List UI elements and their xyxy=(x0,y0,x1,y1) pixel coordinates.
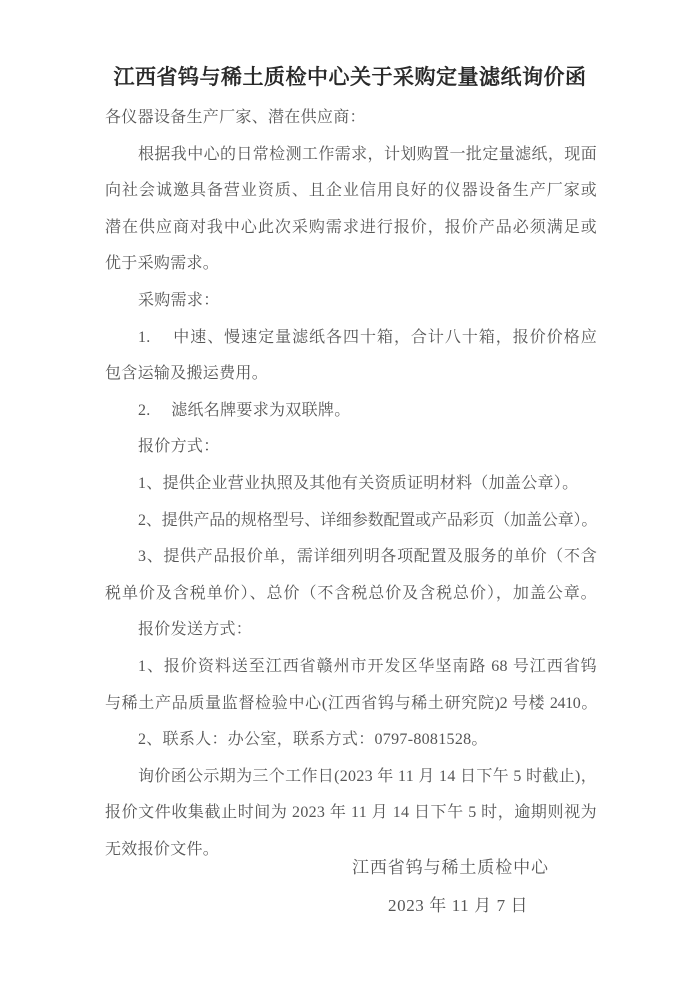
document-body xyxy=(105,100,597,868)
doc-line: 优于采购需求。 xyxy=(105,255,220,273)
document-title: 江西省钨与稀土质检中心关于采购定量滤纸询价函 xyxy=(113,65,587,89)
doc-line: 向社会诚邀具备营业资质、且企业信用良好的仪器设备生产厂家或 xyxy=(105,182,597,200)
doc-line-salutation: 各仪器设备生产厂家、潜在供应商： xyxy=(105,109,366,126)
doc-line: 税单价及含税单价）、总价（不含税总价及含税总价），加盖公章。 xyxy=(105,584,597,602)
doc-line-quote-item-3: 3、提供产品报价单，需详细列明各项配置及服务的单价（不含 xyxy=(138,548,597,566)
doc-line: 包含运输及搬运费用。 xyxy=(105,365,269,383)
doc-line-deadline: 询价函公示期为三个工作日(2023 年 11 月 14 日下午 5 时截止)， xyxy=(138,767,597,785)
doc-line-section-purchase-requirements: 采购需求： xyxy=(138,291,220,309)
doc-line: 根据我中心的日常检测工作需求，计划购置一批定量滤纸，现面 xyxy=(138,145,597,163)
signature-org-name: 江西省钨与稀土质检中心 xyxy=(352,858,549,877)
doc-line-send-item-1: 1、报价资料送至江西省赣州市开发区华坚南路 68 号江西省钨 xyxy=(138,657,597,675)
doc-line-address: 与稀土产品质量监督检验中心(江西省钨与稀土研究院)2 号楼 2410。 xyxy=(105,694,597,712)
doc-line-deadline: 报价文件收集截止时间为 2023 年 11 月 14 日下午 5 时，逾期则视为 xyxy=(105,804,597,822)
doc-line: 潜在供应商对我中心此次采购需求进行报价，报价产品必须满足或 xyxy=(105,218,597,236)
doc-line: 无效报价文件。 xyxy=(105,840,220,858)
doc-line-contact: 2、联系人：办公室，联系方式：0797-8081528。 xyxy=(138,731,488,749)
doc-line-quote-item-2: 2、提供产品的规格型号、详细参数配置或产品彩页（加盖公章）。 xyxy=(138,511,597,529)
doc-line-quote-item-1: 1、提供企业营业执照及其他有关资质证明材料（加盖公章）。 xyxy=(138,474,579,492)
doc-line-section-send-method: 报价发送方式： xyxy=(138,621,253,639)
signature-date: 2023 年 11 月 7 日 xyxy=(388,896,529,915)
doc-line-section-quote-method: 报价方式： xyxy=(138,438,220,456)
doc-line-list-item-1: 1. 中速、慢速定量滤纸各四十箱，合计八十箱，报价价格应 xyxy=(138,328,597,346)
doc-line-list-item-2: 2. 滤纸名牌要求为双联牌。 xyxy=(138,401,351,419)
